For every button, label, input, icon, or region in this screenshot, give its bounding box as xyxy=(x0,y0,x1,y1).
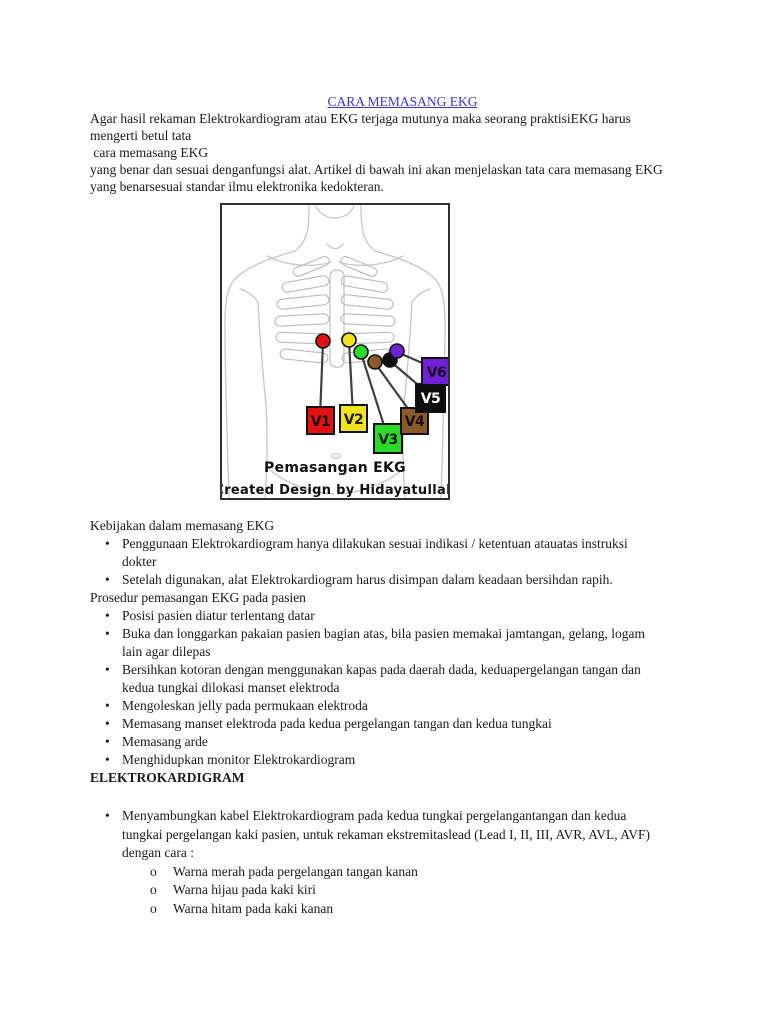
figure-caption-line2: Created Design by Hidayatullah xyxy=(222,483,448,498)
ekg-placement-figure xyxy=(220,203,450,500)
bullet-marker: • xyxy=(105,626,110,641)
electrode-label-text-v4: V4 xyxy=(404,414,425,430)
intro-line: Agar hasil rekaman Elektrokardiogram atau EKG terjaga mutunya maka seorang praktisiEKG harus xyxy=(90,111,631,126)
bullet-marker: • xyxy=(105,716,110,731)
bullet-marker: • xyxy=(105,608,110,623)
list-item xyxy=(90,661,715,697)
electrode-dot-v1 xyxy=(316,334,330,348)
ekg-section-heading: ELEKTROKARDIGRAM xyxy=(90,770,245,785)
electrode-label-text-v6: V6 xyxy=(426,365,447,381)
list-item-text: Memasang arde xyxy=(122,734,208,749)
sub-list-item xyxy=(90,900,715,919)
policy-procedure-section xyxy=(90,517,715,787)
prosedur-heading: Prosedur pemasangan EKG pada pasien xyxy=(90,590,306,605)
body-outline xyxy=(225,206,445,497)
document-title-link[interactable]: CARA MEMASANG EKG xyxy=(327,94,478,109)
electrode-label-text-v1: V1 xyxy=(310,414,331,430)
sub-bullet-marker: o xyxy=(150,863,157,879)
list-item xyxy=(90,535,715,571)
electrode-dots xyxy=(316,333,404,369)
list-item-text: kedua tungkai dilokasi manset elektroda xyxy=(122,680,340,695)
bullet-marker: • xyxy=(105,536,110,551)
list-item-text: Menghidupkan monitor Elektrokardiogram xyxy=(122,752,356,767)
bullet-marker: • xyxy=(105,698,110,713)
sub-list-item xyxy=(90,863,715,882)
list-item-text: Memasang manset elektroda pada kedua pergelangan tangan dan kedua tungkai xyxy=(122,716,552,731)
electrode-label-text-v5: V5 xyxy=(420,391,441,407)
sub-bullet-marker: o xyxy=(150,900,157,916)
list-item xyxy=(90,625,715,661)
ekg-connection-section xyxy=(90,807,715,918)
intro-line: mengerti betul tata xyxy=(90,128,192,143)
electrode-dot-v6 xyxy=(390,344,404,358)
list-item-text: Mengoleskan jelly pada permukaan elektroda xyxy=(122,698,368,713)
list-item-text: lain agar dilepas xyxy=(122,644,211,659)
sub-list-item-text: Warna hijau pada kaki kiri xyxy=(173,882,316,897)
electrode-label-text-v2: V2 xyxy=(343,412,364,428)
figure-caption xyxy=(222,460,448,498)
list-item xyxy=(90,807,715,863)
list-item xyxy=(90,571,715,589)
bullet-marker: • xyxy=(105,752,110,767)
bullet-marker: • xyxy=(105,662,110,677)
list-item xyxy=(90,751,715,769)
intro-line: yang benarsesuai standar ilmu elektronika kedokteran. xyxy=(90,179,384,194)
electrode-dot-v4 xyxy=(368,355,382,369)
sub-list-item-text: Warna hitam pada kaki kanan xyxy=(173,900,334,916)
intro-paragraph xyxy=(90,110,715,195)
sub-list-item xyxy=(90,881,715,900)
list-item xyxy=(90,697,715,715)
list-item-text: dokter xyxy=(122,554,157,569)
list-item-text: tungkai pergelangan kaki pasien, untuk rekaman ekstremitaslead (Lead I, II, III, AVR, AVL, AVF) xyxy=(122,826,651,842)
bullet-marker: • xyxy=(105,734,110,749)
ribcage-sketch xyxy=(275,255,395,367)
electrode-label-text-v3: V3 xyxy=(378,432,398,448)
list-item-text: Bersihkan kotoran dengan menggunakan kapas pada daerah dada, keduapergelangan tangan dan xyxy=(122,662,641,677)
list-item-text: Setelah digunakan, alat Elektrokardiogram harus disimpan dalam keadaan bersihdan rapih. xyxy=(122,572,613,587)
list-item xyxy=(90,607,715,625)
figure-caption-line1: Pemasangan EKG xyxy=(264,460,406,476)
list-item xyxy=(90,715,715,733)
title-row xyxy=(90,93,715,110)
list-item-text: Buka dan longgarkan pakaian pasien bagian atas, bila pasien memakai jamtangan, gelang, logam xyxy=(122,626,645,641)
document-content xyxy=(90,93,715,918)
intro-line: yang benar dan sesuai denganfungsi alat. Artikel di bawah ini akan menjelaskan tata cara memasang EKG xyxy=(90,162,663,177)
list-item xyxy=(90,733,715,751)
list-item-text: Menyambungkan kabel Elektrokardiogram pada kedua tungkai pergelangantangan dan kedua xyxy=(122,808,627,823)
kebijakan-heading: Kebijakan dalam memasang EKG xyxy=(90,518,275,533)
electrode-dot-v2 xyxy=(342,333,356,347)
list-item-text: dengan cara : xyxy=(122,845,194,860)
chest-illustration xyxy=(222,205,448,498)
electrode-dot-v3 xyxy=(354,345,368,359)
sub-bullet-marker: o xyxy=(150,882,157,897)
bullet-marker: • xyxy=(105,572,110,587)
sub-list-item-text: Warna merah pada pergelangan tangan kanan xyxy=(173,863,418,879)
list-item-text: Posisi pasien diatur terlentang datar xyxy=(122,608,315,623)
list-item-text: Penggunaan Elektrokardiogram hanya dilakukan sesuai indikasi / ketentuan atauatas instruksi xyxy=(122,536,628,551)
intro-line: cara memasang EKG xyxy=(90,145,209,160)
bullet-marker: • xyxy=(105,808,110,823)
